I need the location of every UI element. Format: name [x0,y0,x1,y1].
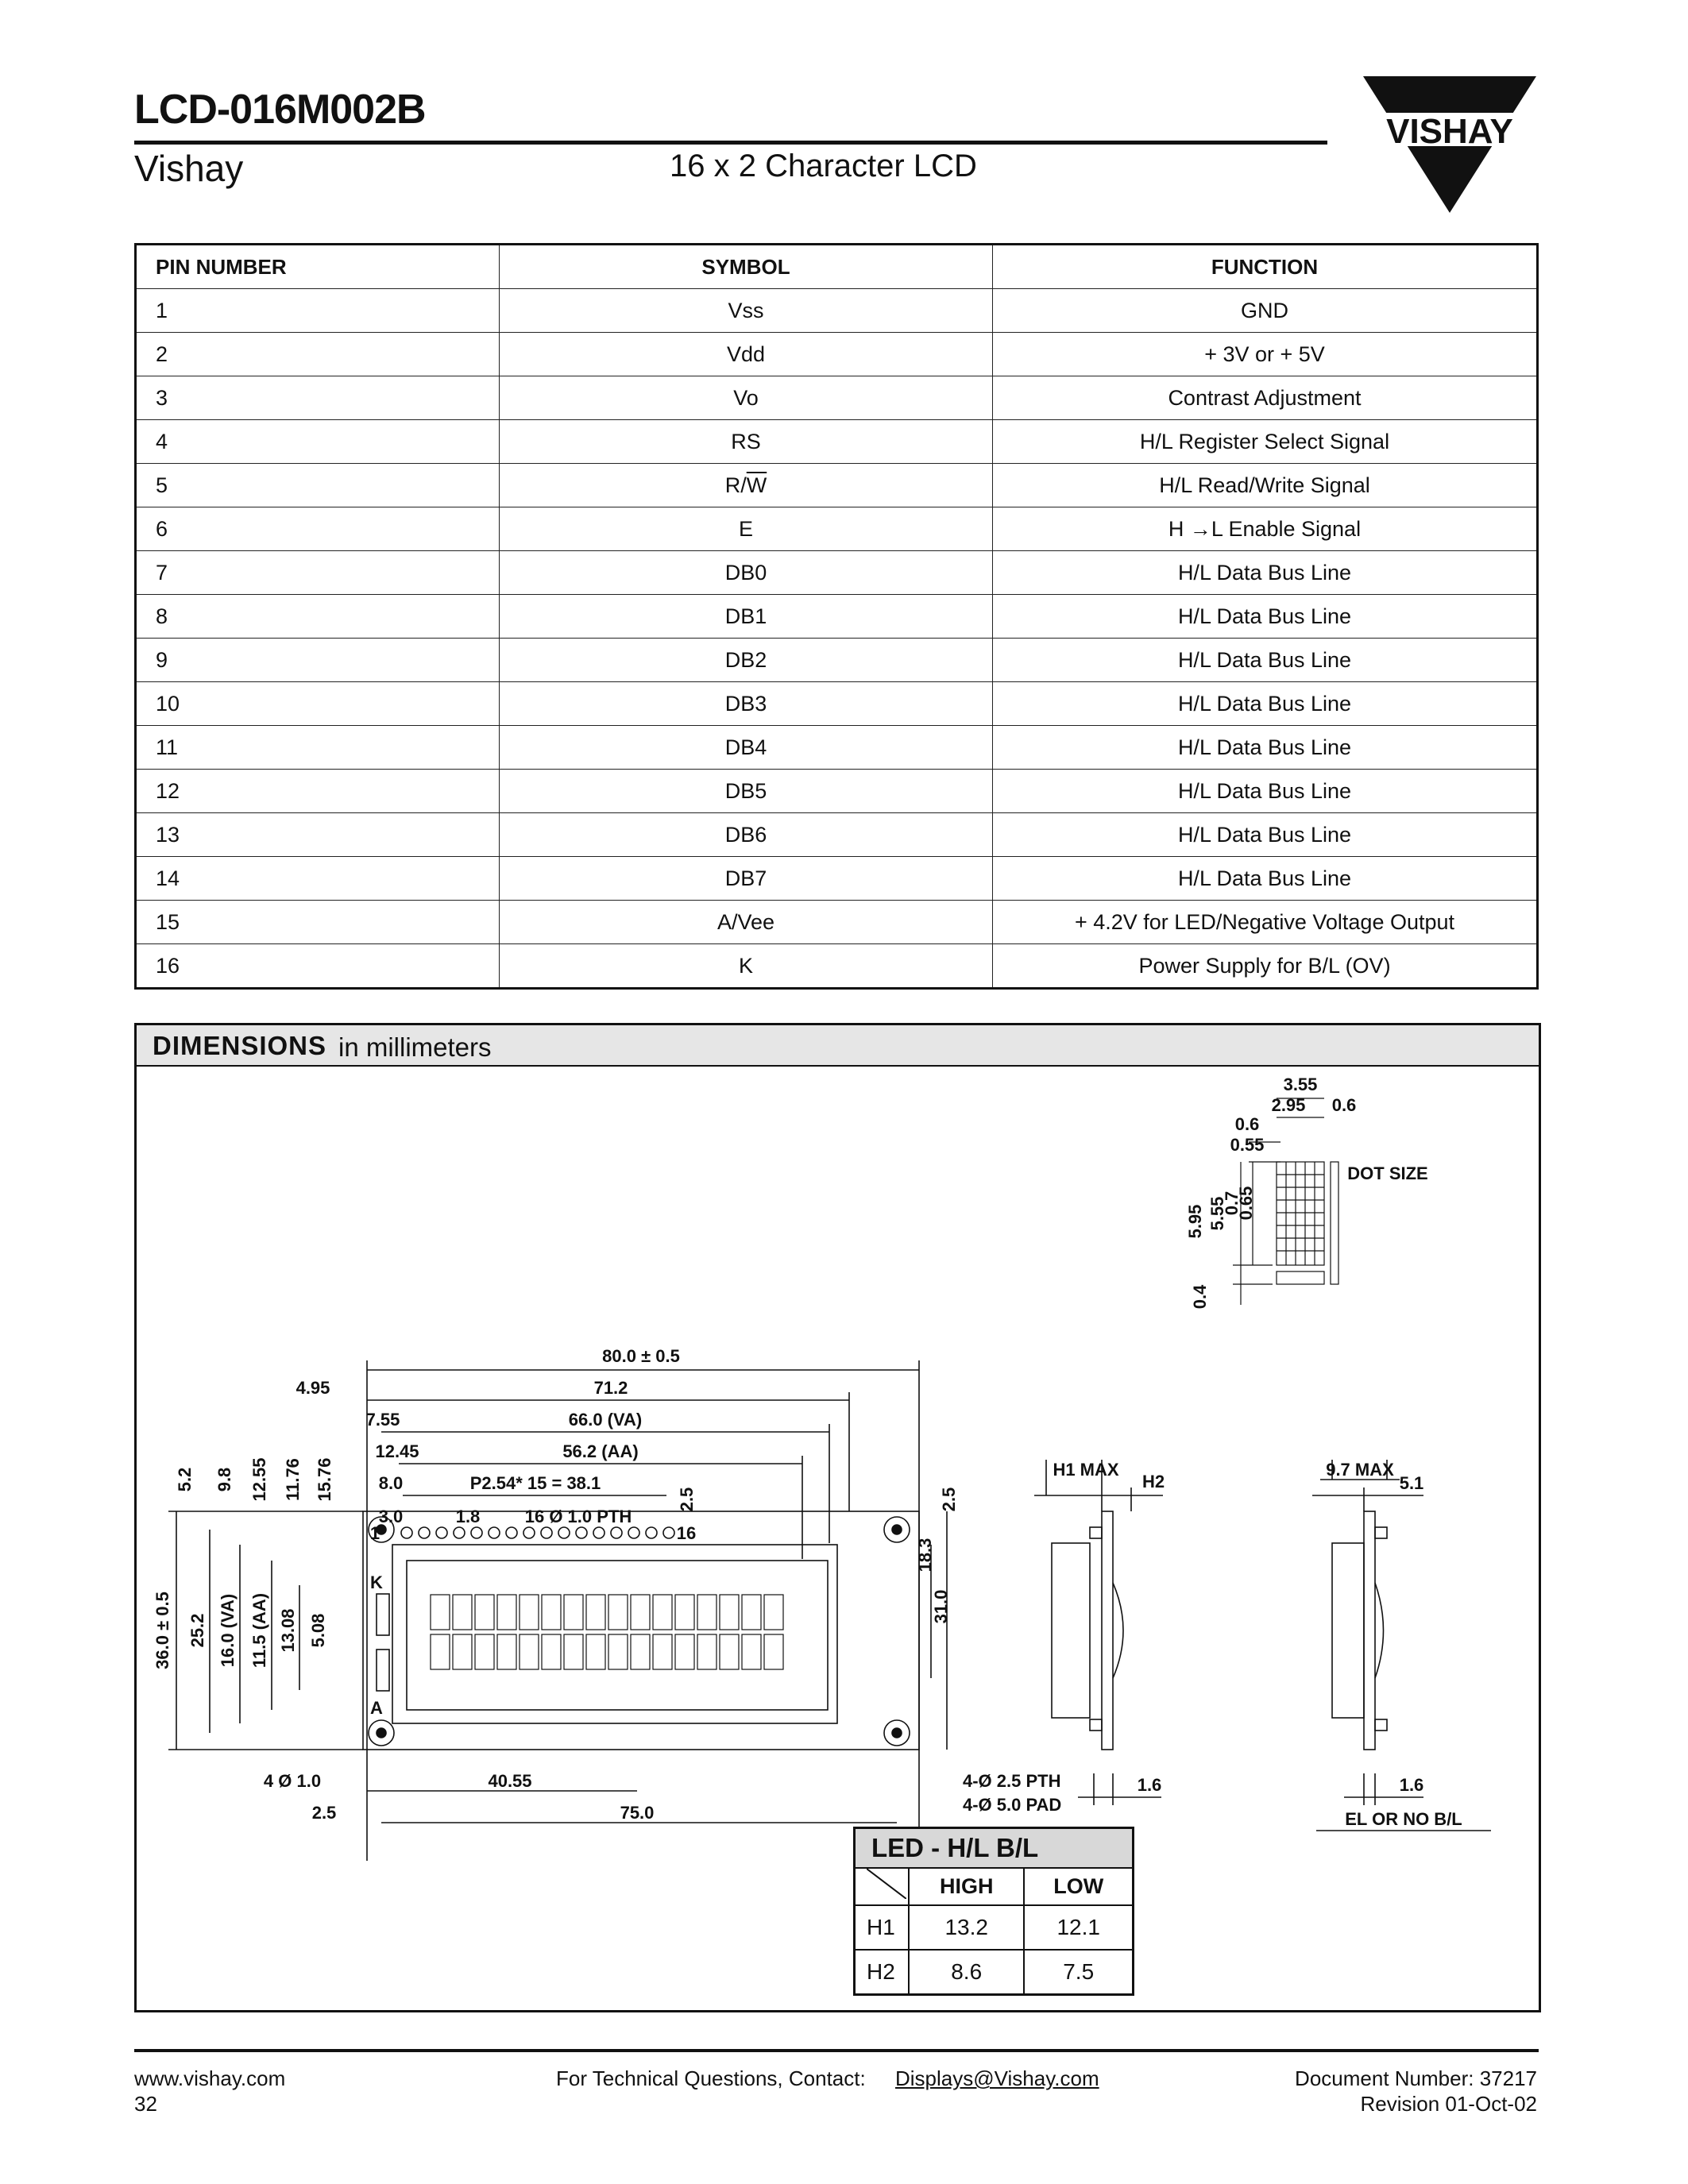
el-or-no-bl-label: EL OR NO B/L [1345,1809,1462,1829]
led-row [855,1950,1134,1995]
pin-symbol-cell: DB1 [500,595,993,639]
dim-holes: 4 Ø 1.0 [263,1771,322,1791]
dim-3-55: 3.55 [1283,1075,1318,1094]
pin-symbol-cell: DB4 [500,726,993,770]
led-table [853,1827,1134,1996]
dim-hole-pitch-width: 71.2 [593,1378,628,1398]
dim-7-55: 7.55 [365,1410,400,1430]
dot-size-label: DOT SIZE [1347,1163,1428,1183]
dim-1-6-right: 1.6 [1399,1775,1424,1795]
pin-number-cell: 15 [136,901,500,944]
dim-1-8: 1.8 [455,1507,481,1526]
led-row-label: H2 [855,1950,910,1995]
pin-symbol-cell: Vdd [500,333,993,376]
dim-overall-height: 36.0 ± 0.5 [153,1592,172,1669]
pin-function-cell: Power Supply for B/L (OV) [993,944,1538,989]
dim-5-1: 5.1 [1399,1473,1424,1493]
revision: Revision 01-Oct-02 [1360,2092,1537,2116]
vishay-logo [1363,76,1536,213]
pin-table-header [136,245,1538,289]
pin-row [136,944,1538,989]
dim-1-6-left: 1.6 [1137,1775,1162,1795]
pin-row [136,464,1538,507]
dimension-drawing [137,1067,1539,2008]
pin-number-cell: 2 [136,333,500,376]
pin-symbol-cell: DB2 [500,639,993,682]
dimensions-heading [137,1025,1539,1067]
pin-number-cell: 11 [136,726,500,770]
dim-h2: H2 [1141,1472,1165,1491]
pin-number-cell: 6 [136,507,500,551]
pin-row [136,901,1538,944]
dim-h1-max: H1 MAX [1053,1460,1119,1480]
pin-function-cell: H/L Data Bus Line [993,726,1538,770]
led-row-low: 7.5 [1024,1950,1133,1995]
dim-0-55: 0.55 [1230,1135,1265,1155]
col-function: FUNCTION [993,245,1538,289]
dim-2-5-bottom: 2.5 [311,1803,337,1823]
pin-symbol-cell: DB6 [500,813,993,857]
pin-number-cell: 8 [136,595,500,639]
pin-symbol-cell: Vo [500,376,993,420]
pin-symbol-cell: DB5 [500,770,993,813]
led-table-corner [855,1868,910,1905]
pin-function-cell: H/L Data Bus Line [993,682,1538,726]
dim-aa-width: 56.2 (AA) [562,1441,639,1461]
led-row-high: 13.2 [909,1905,1024,1950]
pin-function-cell: H/L Data Bus Line [993,857,1538,901]
pin-row [136,507,1538,551]
pin-row [136,333,1538,376]
pin-function-cell: GND [993,289,1538,333]
pin-function-cell: Contrast Adjustment [993,376,1538,420]
pin-row [136,289,1538,333]
dim-5-2: 5.2 [175,1467,195,1492]
k-terminal-label: K [370,1572,383,1592]
dim-0-4: 0.4 [1190,1284,1210,1310]
side-view-left [1034,1460,1163,1805]
pin-number-cell: 10 [136,682,500,726]
pin-row [136,551,1538,595]
dim-va-width: 66.0 (VA) [568,1410,643,1430]
bl-pad-k [377,1594,389,1635]
pin-function-cell: H/L Register Select Signal [993,420,1538,464]
dim-0-7: 0.7 [1222,1190,1242,1216]
dim-aa-height: 11.5 (AA) [249,1592,269,1669]
dimensions-section [134,1023,1541,2012]
dim-va-height: 16.0 (VA) [218,1593,238,1668]
led-table-title: LED - H/L B/L [855,1828,1134,1869]
dim-3-0: 3.0 [378,1507,404,1526]
pin-function-cell: H/L Data Bus Line [993,639,1538,682]
footer-url[interactable]: www.vishay.com [134,2066,286,2090]
dim-75-0: 75.0 [620,1803,655,1823]
pin-function-cell: H →L Enable Signal [993,507,1538,551]
led-row-low: 12.1 [1024,1905,1133,1950]
pin-symbol-cell: K [500,944,993,989]
pin-symbol-cell: A/Vee [500,901,993,944]
pin-number-cell: 12 [136,770,500,813]
page-number: 32 [134,2092,157,2116]
part-number: LCD-016M002B [134,87,426,133]
pin-function-cell: H/L Data Bus Line [993,595,1538,639]
col-symbol: SYMBOL [500,245,993,289]
pin-1-label: 1 [369,1523,380,1543]
document-subtitle: 16 x 2 Character LCD [670,149,977,183]
pin-number-cell: 13 [136,813,500,857]
pin-row [136,595,1538,639]
pin-row [136,813,1538,857]
pin-symbol-cell: $R/\overline{W}$ [500,464,993,507]
footer-rule [134,2049,1539,2052]
contact-email-link[interactable]: Displays@Vishay.com [895,2066,1099,2090]
dim-2-5-top-b: 2.5 [939,1487,959,1512]
pin-number-cell: 9 [136,639,500,682]
dim-4-95: 4.95 [295,1378,330,1398]
pin-symbol-cell: DB0 [500,551,993,595]
header-rule [134,141,1327,145]
pin-function-cell: H/L Data Bus Line [993,551,1538,595]
pin-row [136,682,1538,726]
pin-symbol-cell: Vss [500,289,993,333]
dim-5-55: 5.55 [1207,1196,1227,1231]
dim-5-95: 5.95 [1185,1204,1205,1239]
lcd-outline [168,1098,1491,1861]
pin-function-cell: + 3V or + 5V [993,333,1538,376]
dim-pth: 16 Ø 1.0 PTH [524,1507,632,1526]
pin-number-cell: 1 [136,289,500,333]
dim-0-6-a: 0.6 [1331,1095,1357,1115]
pin-number-cell: 14 [136,857,500,901]
dim-12-45: 12.45 [375,1441,419,1461]
dim-15-76: 15.76 [315,1457,334,1502]
connector-pins [401,1527,674,1538]
dim-overall-width: 80.0 ± 0.5 [602,1346,680,1366]
pin-number-cell: 4 [136,420,500,464]
pin-table [134,243,1539,990]
dimensions-heading-bold: DIMENSIONS [153,1031,327,1060]
pin-number-cell: 5 [136,464,500,507]
dim-40-55: 40.55 [488,1771,532,1791]
dim-9-7-max: 9.7 MAX [1326,1460,1394,1480]
character-cells [431,1595,783,1669]
dim-2-5-top-a: 2.5 [677,1487,697,1512]
dim-5-08: 5.08 [308,1613,328,1648]
pin-row [136,376,1538,420]
pin-function-cell: H/L Data Bus Line [993,813,1538,857]
dim-13-08: 13.08 [278,1608,298,1653]
led-row-high: 8.6 [909,1950,1024,1995]
led-row-label: H1 [855,1905,910,1950]
dimensions-heading-unit: in millimeters [338,1032,492,1062]
pin-row [136,726,1538,770]
pin-row [136,857,1538,901]
dim-pin-pitch: P2.54* 15 = 38.1 [469,1473,601,1493]
bl-pad-a [377,1650,389,1691]
dim-18-3: 18.3 [915,1538,935,1572]
pin-16-label: 16 [676,1523,697,1543]
led-col-high: HIGH [909,1868,1024,1905]
pin-symbol-cell: E [500,507,993,551]
dim-25-2: 25.2 [187,1613,207,1648]
lcd-board-outline [363,1511,919,1750]
led-col-low: LOW [1024,1868,1133,1905]
dim-2-95: 2.95 [1271,1095,1306,1115]
pin-function-cell: + 4.2V for LED/Negative Voltage Output [993,901,1538,944]
company-name: Vishay [134,148,244,189]
dim-0-6-b: 0.6 [1234,1114,1260,1134]
dim-9-8: 9.8 [214,1467,234,1492]
logo-text: VISHAY [1386,112,1513,151]
a-terminal-label: A [370,1698,383,1718]
pin-row [136,770,1538,813]
pin-number-cell: 3 [136,376,500,420]
pin-function-cell: H/L Read/Write Signal [993,464,1538,507]
pin-row [136,639,1538,682]
led-row [855,1905,1134,1950]
pin-symbol-cell: RS [500,420,993,464]
pin-number-cell: 7 [136,551,500,595]
pin-number-cell: 16 [136,944,500,989]
document-number: Document Number: 37217 [1295,2066,1537,2090]
dim-11-76: 11.76 [283,1458,303,1501]
pin-symbol-cell: DB3 [500,682,993,726]
col-pin-number: PIN NUMBER [136,245,500,289]
pin-function-cell: H/L Data Bus Line [993,770,1538,813]
pin-row [136,420,1538,464]
dim-pth-holes: 4-Ø 2.5 PTH [963,1771,1061,1791]
dim-8-0: 8.0 [378,1473,404,1493]
dim-31-0: 31.0 [931,1589,951,1624]
dim-pad: 4-Ø 5.0 PAD [963,1795,1062,1815]
contact-label: For Technical Questions, Contact: [556,2066,866,2090]
dim-12-55: 12.55 [249,1457,269,1502]
pin-symbol-cell: DB7 [500,857,993,901]
dim-0-65: 0.65 [1236,1186,1256,1221]
